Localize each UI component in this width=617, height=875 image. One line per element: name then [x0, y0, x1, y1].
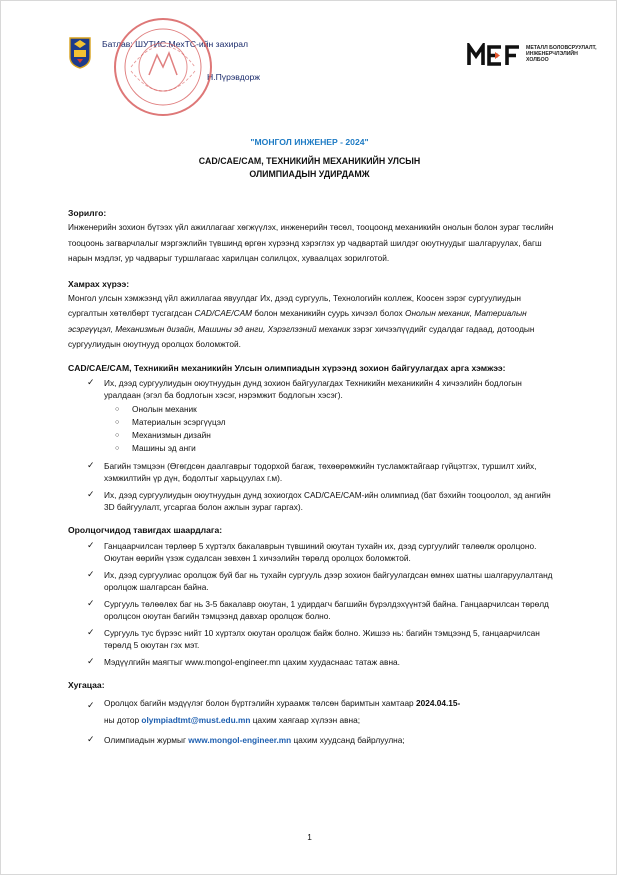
checkmark-icon: ✓ [87, 699, 95, 710]
scope-heading: Хамрах хүрээ: [68, 278, 130, 289]
subject-item: ○ Онолын механик [115, 403, 197, 414]
official-seal-icon [111, 15, 215, 119]
checkmark-icon: ✓ [87, 597, 95, 608]
checkmark-icon: ✓ [87, 733, 95, 744]
email-link[interactable]: olympiadtmt@must.edu.mn [141, 714, 251, 725]
deadline-item: ✓ Олимпиадын журмыг www.mongol-engineer.mn цахим хуудсанд байрлуулна; [87, 733, 405, 745]
document-body [68, 206, 556, 756]
website-link[interactable]: www.mongol-engineer.mn [188, 734, 292, 745]
circle-bullet-icon: ○ [115, 431, 120, 439]
method-item: ✓ Их, дээд сургуулиудын оюутнуудын дунд зохиогдох CAD/CAE/CAM-ийн олимпиад (бат бэхийн тооцоолол, эд ангийн 3D байгуулалт, угсаргаа болон ажлын зураг гаргах). [87, 488, 551, 512]
checkmark-icon: ✓ [87, 568, 95, 579]
checkmark-icon: ✓ [87, 655, 95, 666]
requirements-heading: Оролцогчидод тавигдах шаардлага: [68, 524, 223, 535]
requirement-item: ✓ Их, дээд сургуулиас оролцож буй баг нь тухайн сургууль дээр зохион байгуулагдсан өмнөх шатны шалгаруулалтанд оролцож шалгарсан байна. [87, 568, 553, 592]
checkmark-icon: ✓ [87, 488, 95, 499]
checkmark-icon: ✓ [87, 626, 95, 637]
goal-text: Инженерийн зохион бүтээх үйл ажиллагааг хөгжүүлэх, инженерийн төсөл, тооцоонд механикийн онолын болон зураг төслийн тооцоонь загварчлалыг мэргэжлийн түвшинд өргөн хүрээнд хэрэглэх ур чадвартай шилдэг оюутнуудыг шалгаруулах, багш нарын мэдлэг, ур чадварыг туршлагаас харилцан солилцох, хуваалцах зорилготой. [68, 222, 554, 263]
circle-bullet-icon: ○ [115, 405, 120, 413]
circle-bullet-icon: ○ [115, 418, 120, 426]
method-heading: CAD/CAE/CAM, Техникийн механикийн Улсын олимпиадын хүрээнд зохион байгуулагдах арга хэмжээ: [68, 362, 506, 373]
subject-item: ○ Материалын эсэргүүцэл [115, 416, 226, 427]
deadline-heading: Хугацаа: [68, 679, 105, 690]
approval-text: Батлав: ШУТИС.МехТС-ийн захирал [102, 39, 249, 49]
method-section [68, 363, 556, 513]
deadline-item: ✓ Оролцох багийн мэдүүлэг болон бүртгэлийн хураамж төлсөн баримтын хамтаар 2024.04.15- ны дотор olympiadtmt@must.edu.mn цахим хаягаар хүлээн авна; [87, 697, 461, 725]
requirement-item: ✓ Сургууль тус бүрээс нийт 10 хүртэлх оюутан оролцож байж болно. Жишээ нь: багийн тэмцээнд 5, ганцаарчилсан төрөлд 5 оюутан гэх мэт. [87, 626, 540, 650]
deadline-section [68, 678, 556, 746]
requirements-section [68, 523, 556, 668]
goal-section [68, 206, 556, 267]
method-item: ✓ Багийн тэмцээн (Өгөгдсөн даалгаврыг тодорхой багаж, төхөөрөмжийн тусламжтайгаар гүйцэтгэх, туршилт хийх, хэмжилтийн үр дүн, бодолтыг харьцуулах г.м). [87, 459, 537, 483]
method-item: ✓ Их, дээд сургуулиудын оюутнуудын дунд зохион байгуулагдах Техникийн механикийн 4 хичээлийн бодлогын уралдаан (эгэл ба бодлогын хэсэг, нэрэмжит бодлогын хэсэг). ○ Онолын механик ○ Материалын эсэргүүцэл ○ Механизмын дизайн ○ Машины эд анги [104, 377, 556, 455]
checkmark-icon: ✓ [87, 376, 95, 387]
mef-logo-text: МЕТАЛЛ БОЛОВСРУУЛАЛТ, ИНЖЕНЕРЧЛЭЛИЙН ХОЛБОО [526, 45, 597, 64]
goal-heading: Зорилго: [68, 208, 107, 218]
event-title: "МОНГОЛ ИНЖЕНЕР - 2024" [250, 137, 369, 147]
requirement-item: ✓ Сургууль төлөөлөх баг нь 3-5 бакалавр оюутан, 1 удирдагч багшийн бүрэлдэхүүнтэй байна. Ганцаарчилсан төрөлд оролцсон оюутан багийн тэмцээнд давхар оролцож болно. [87, 597, 549, 621]
scope-section [68, 277, 556, 353]
requirement-item: ✓ Мэдүүлгийн маягтыг www.mongol-engineer.mn цахим хуудаснаас татаж авна. [87, 655, 400, 667]
signer-name: Н.Пүрэвдорж [207, 72, 261, 82]
scope-text: Монгол улсын хэмжээнд үйл ажиллагаа явуулдаг Их, дээд сургууль, Технологийн коллеж, Коосен зэрэг сургуулиудын сургалтын хөтөлбөрт тусгагдсан CAD/CAE/CAM болон механикийн суурь хичээл болох Онолын механик, Материалын эсэргүүцэл, Механизмын дизайн, Машины эд анги, Хэрэглээний механик зэрэг хичээлүүдийг судалдаг гадаад, дотоодын сургуулиудын оюутнууд оролцох боломжтой. [68, 292, 535, 349]
university-logo-icon [69, 35, 91, 69]
subject-item: ○ Механизмын дизайн [115, 429, 211, 440]
circle-bullet-icon: ○ [115, 444, 120, 452]
document-title: CAD/CAE/CAM, ТЕХНИКИЙН МЕХАНИКИЙН УЛСЫН ОЛИМПИАДЫН УДИРДАМЖ [198, 156, 421, 179]
subject-item: ○ Машины эд анги [115, 442, 196, 453]
page-number: 1 [307, 832, 312, 842]
checkmark-icon: ✓ [87, 539, 95, 550]
checkmark-icon: ✓ [87, 459, 95, 470]
requirement-item: ✓ Ганцаарчилсан төрлөөр 5 хүртэлх бакалаврын түвшиний оюутан тухайн их, дээд сургуулийг төлөөлж оролцоно. Оюутан өөрийн үзэж судалсан зөвхөн 1 хичээлийн төрөлд оролцох боломжтой. [87, 539, 537, 563]
mef-logo-icon [467, 43, 521, 67]
